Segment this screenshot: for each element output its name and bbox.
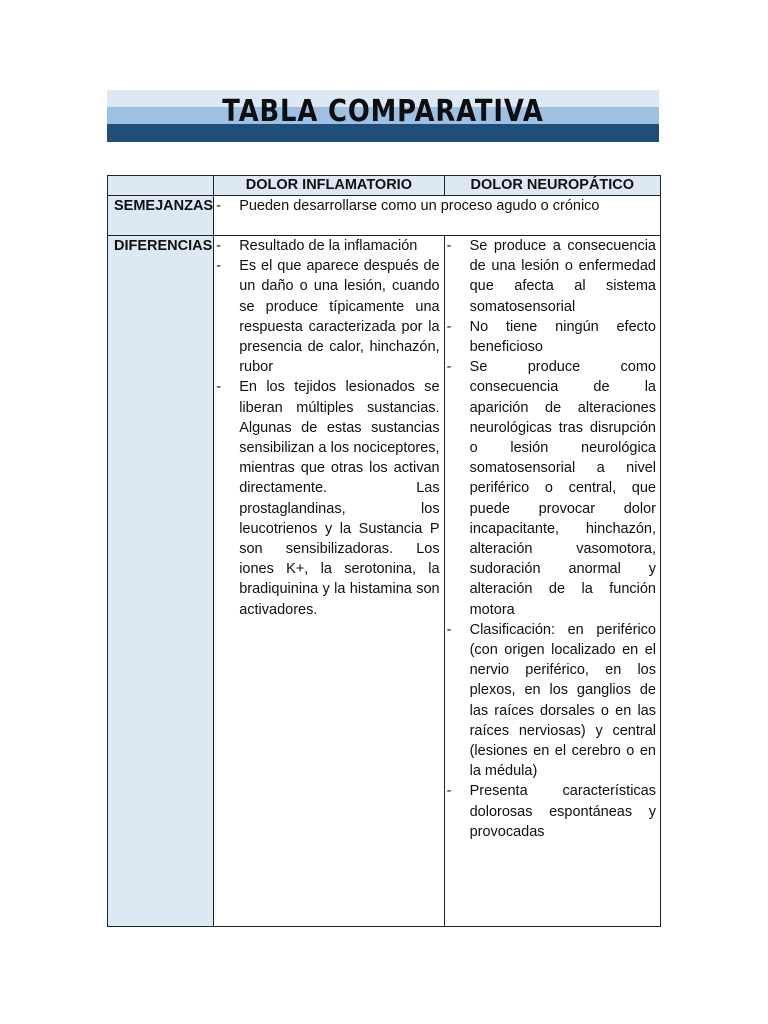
- list-item: - Clasificación: en periférico (con origen localizado en el nervio periférico, en los plexos, en los ganglios de las raíces dorsales o en las raíces nerviosas) y central (lesiones en el cerebro o en la médula): [445, 620, 660, 782]
- semejanzas-text: - Pueden desarrollarse como un proceso agudo o crónico: [214, 196, 660, 216]
- table-row-diferencias: [108, 236, 661, 927]
- list-item: - Resultado de la inflamación: [214, 236, 443, 256]
- list-item: - Se produce a consecuencia de una lesión o enfermedad que afecta al sistema somatosensorial: [445, 236, 660, 317]
- table-header-row: [108, 176, 661, 196]
- header-neuropatico: DOLOR NEUROPÁTICO: [444, 176, 660, 196]
- semejanzas-cell: [214, 196, 661, 236]
- neuropatico-list: [445, 236, 660, 842]
- header-inflamatorio: DOLOR INFLAMATORIO: [214, 176, 444, 196]
- list-item: - Presenta características dolorosas espontáneas y provocadas: [445, 781, 660, 842]
- row-label-diferencias: DIFERENCIAS: [108, 236, 214, 927]
- diferencias-inflamatorio-cell: [214, 236, 444, 927]
- list-item: - No tiene ningún efecto beneficioso: [445, 317, 660, 357]
- inflamatorio-list: [214, 236, 443, 620]
- comparison-table: [107, 175, 661, 927]
- table-row-semejanzas: [108, 196, 661, 236]
- list-item: - Se produce como consecuencia de la aparición de alteraciones neurológicas tras disrupción o lesión neurológica somatosensorial a nivel periférico o central, que puede provocar dolor incapacitante, hinchazón, alteración vasomotora, sudoración anormal y alteración de la función motora: [445, 357, 660, 620]
- title-banner: [107, 90, 659, 142]
- row-label-semejanzas: SEMEJANZAS: [108, 196, 214, 236]
- list-item: - En los tejidos lesionados se liberan múltiples sustancias. Algunas de estas sustancias sensibilizan a los nociceptores, mientras que otras los activan directamente. Las prostaglandinas, los leucotrienos y la Sustancia P son sensibilizadoras. Los iones K+, la serotonina, la bradiquinina y la histamina son activadores.: [214, 377, 443, 619]
- page-title: TABLA COMPARATIVA: [222, 94, 544, 129]
- list-item: - Es el que aparece después de un daño o una lesión, cuando se produce típicamente una respuesta caracterizada por la presencia de calor, hinchazón, rubor: [214, 256, 443, 377]
- diferencias-neuropatico-cell: [444, 236, 660, 927]
- header-empty-cell: [108, 176, 214, 196]
